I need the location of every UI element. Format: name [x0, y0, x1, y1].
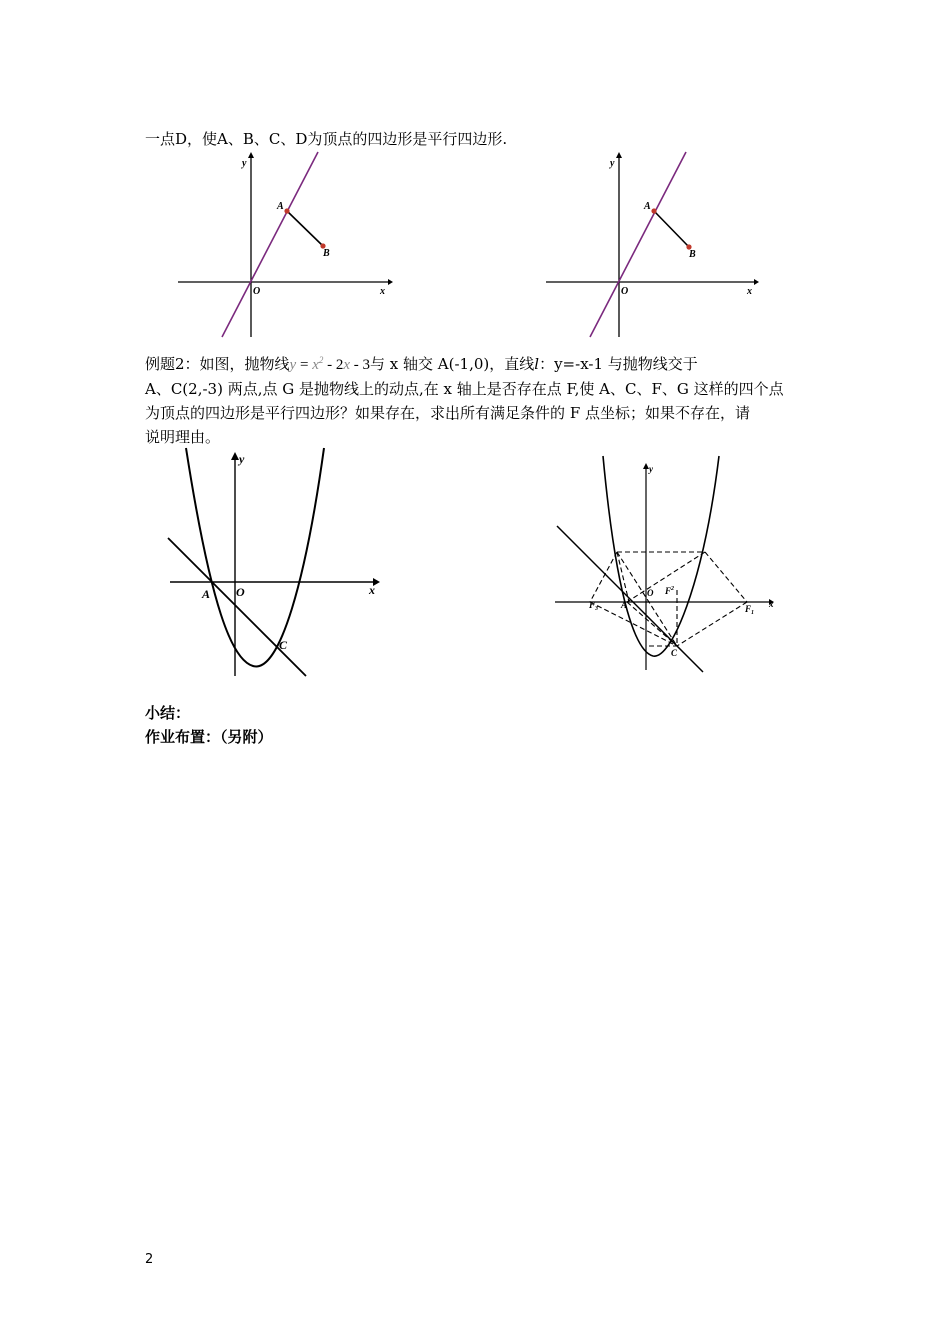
o-label: O: [647, 588, 654, 598]
a-label: A: [644, 201, 651, 212]
parabola: [186, 448, 324, 666]
x-arrow: [754, 279, 759, 285]
example-2-line-1: 例题2：如图，抛物线$y = x^2 - 2x - 3$与 x 轴交 A(-1,0)，直线l：y=-x-1 与抛物线交于: [145, 355, 698, 373]
straight-line: [168, 538, 306, 676]
figure-1: [178, 152, 393, 342]
a-label: A: [621, 600, 628, 610]
homework-heading: 作业布置：（另附）: [145, 728, 273, 746]
purple-line: [590, 152, 686, 337]
purple-line: [222, 152, 318, 337]
point-a: [284, 208, 289, 213]
y-label: y: [242, 158, 247, 169]
example-2-text: [145, 348, 810, 449]
example-2-line-4: 说明理由。: [145, 428, 221, 446]
b-label: B: [323, 248, 330, 259]
y-label: y: [649, 464, 653, 474]
x-label: x: [747, 286, 752, 297]
straight-line: [557, 526, 703, 672]
x-label: x: [769, 599, 774, 609]
f1-label: $F_1$: [745, 604, 755, 616]
example-2-line-3: 为顶点的四边形是平行四边形？如果存在，求出所有满足条件的 F 点坐标；如果不存在，请: [145, 404, 750, 422]
o-label: O: [253, 286, 261, 297]
figure-2: [546, 152, 761, 342]
summary-heading: 小结：: [145, 704, 191, 722]
a-label: A: [202, 587, 211, 601]
o-label: O: [621, 286, 629, 297]
point-a: [651, 208, 656, 213]
f2-label: $F^2$: [665, 586, 675, 596]
b-label: B: [689, 249, 696, 260]
parabola: [603, 456, 719, 656]
y-arrow: [231, 452, 239, 460]
y-arrow: [616, 152, 622, 158]
c-label: C: [279, 638, 288, 652]
x-label: x: [369, 583, 375, 597]
y-label: y: [239, 452, 245, 466]
segment-ab: [287, 211, 323, 246]
f3-label: $F_3$: [589, 600, 599, 612]
parabola-formula: $y = x^2 - 2x - 3$: [289, 355, 371, 373]
figure-4: [555, 456, 780, 676]
dashed-parallelograms: [590, 552, 747, 646]
o-label: O: [236, 585, 245, 599]
c-label: C: [671, 648, 678, 658]
page-number: 2: [145, 1252, 154, 1267]
figure-3: [166, 448, 386, 678]
example-2-line-2: A、C(2,-3) 两点,点 G 是抛物线上的动点,在 x 轴上是否存在点 F,使 A、C、F、G 这样的四个点: [145, 380, 784, 398]
y-label: y: [610, 158, 615, 169]
intro-line: 一点D，使A、B、C、D为顶点的四边形是平行四边形.: [145, 130, 508, 148]
x-arrow: [388, 279, 393, 285]
x-label: x: [380, 286, 385, 297]
segment-ab: [654, 211, 689, 247]
y-arrow: [248, 152, 254, 158]
a-label: A: [277, 201, 284, 212]
